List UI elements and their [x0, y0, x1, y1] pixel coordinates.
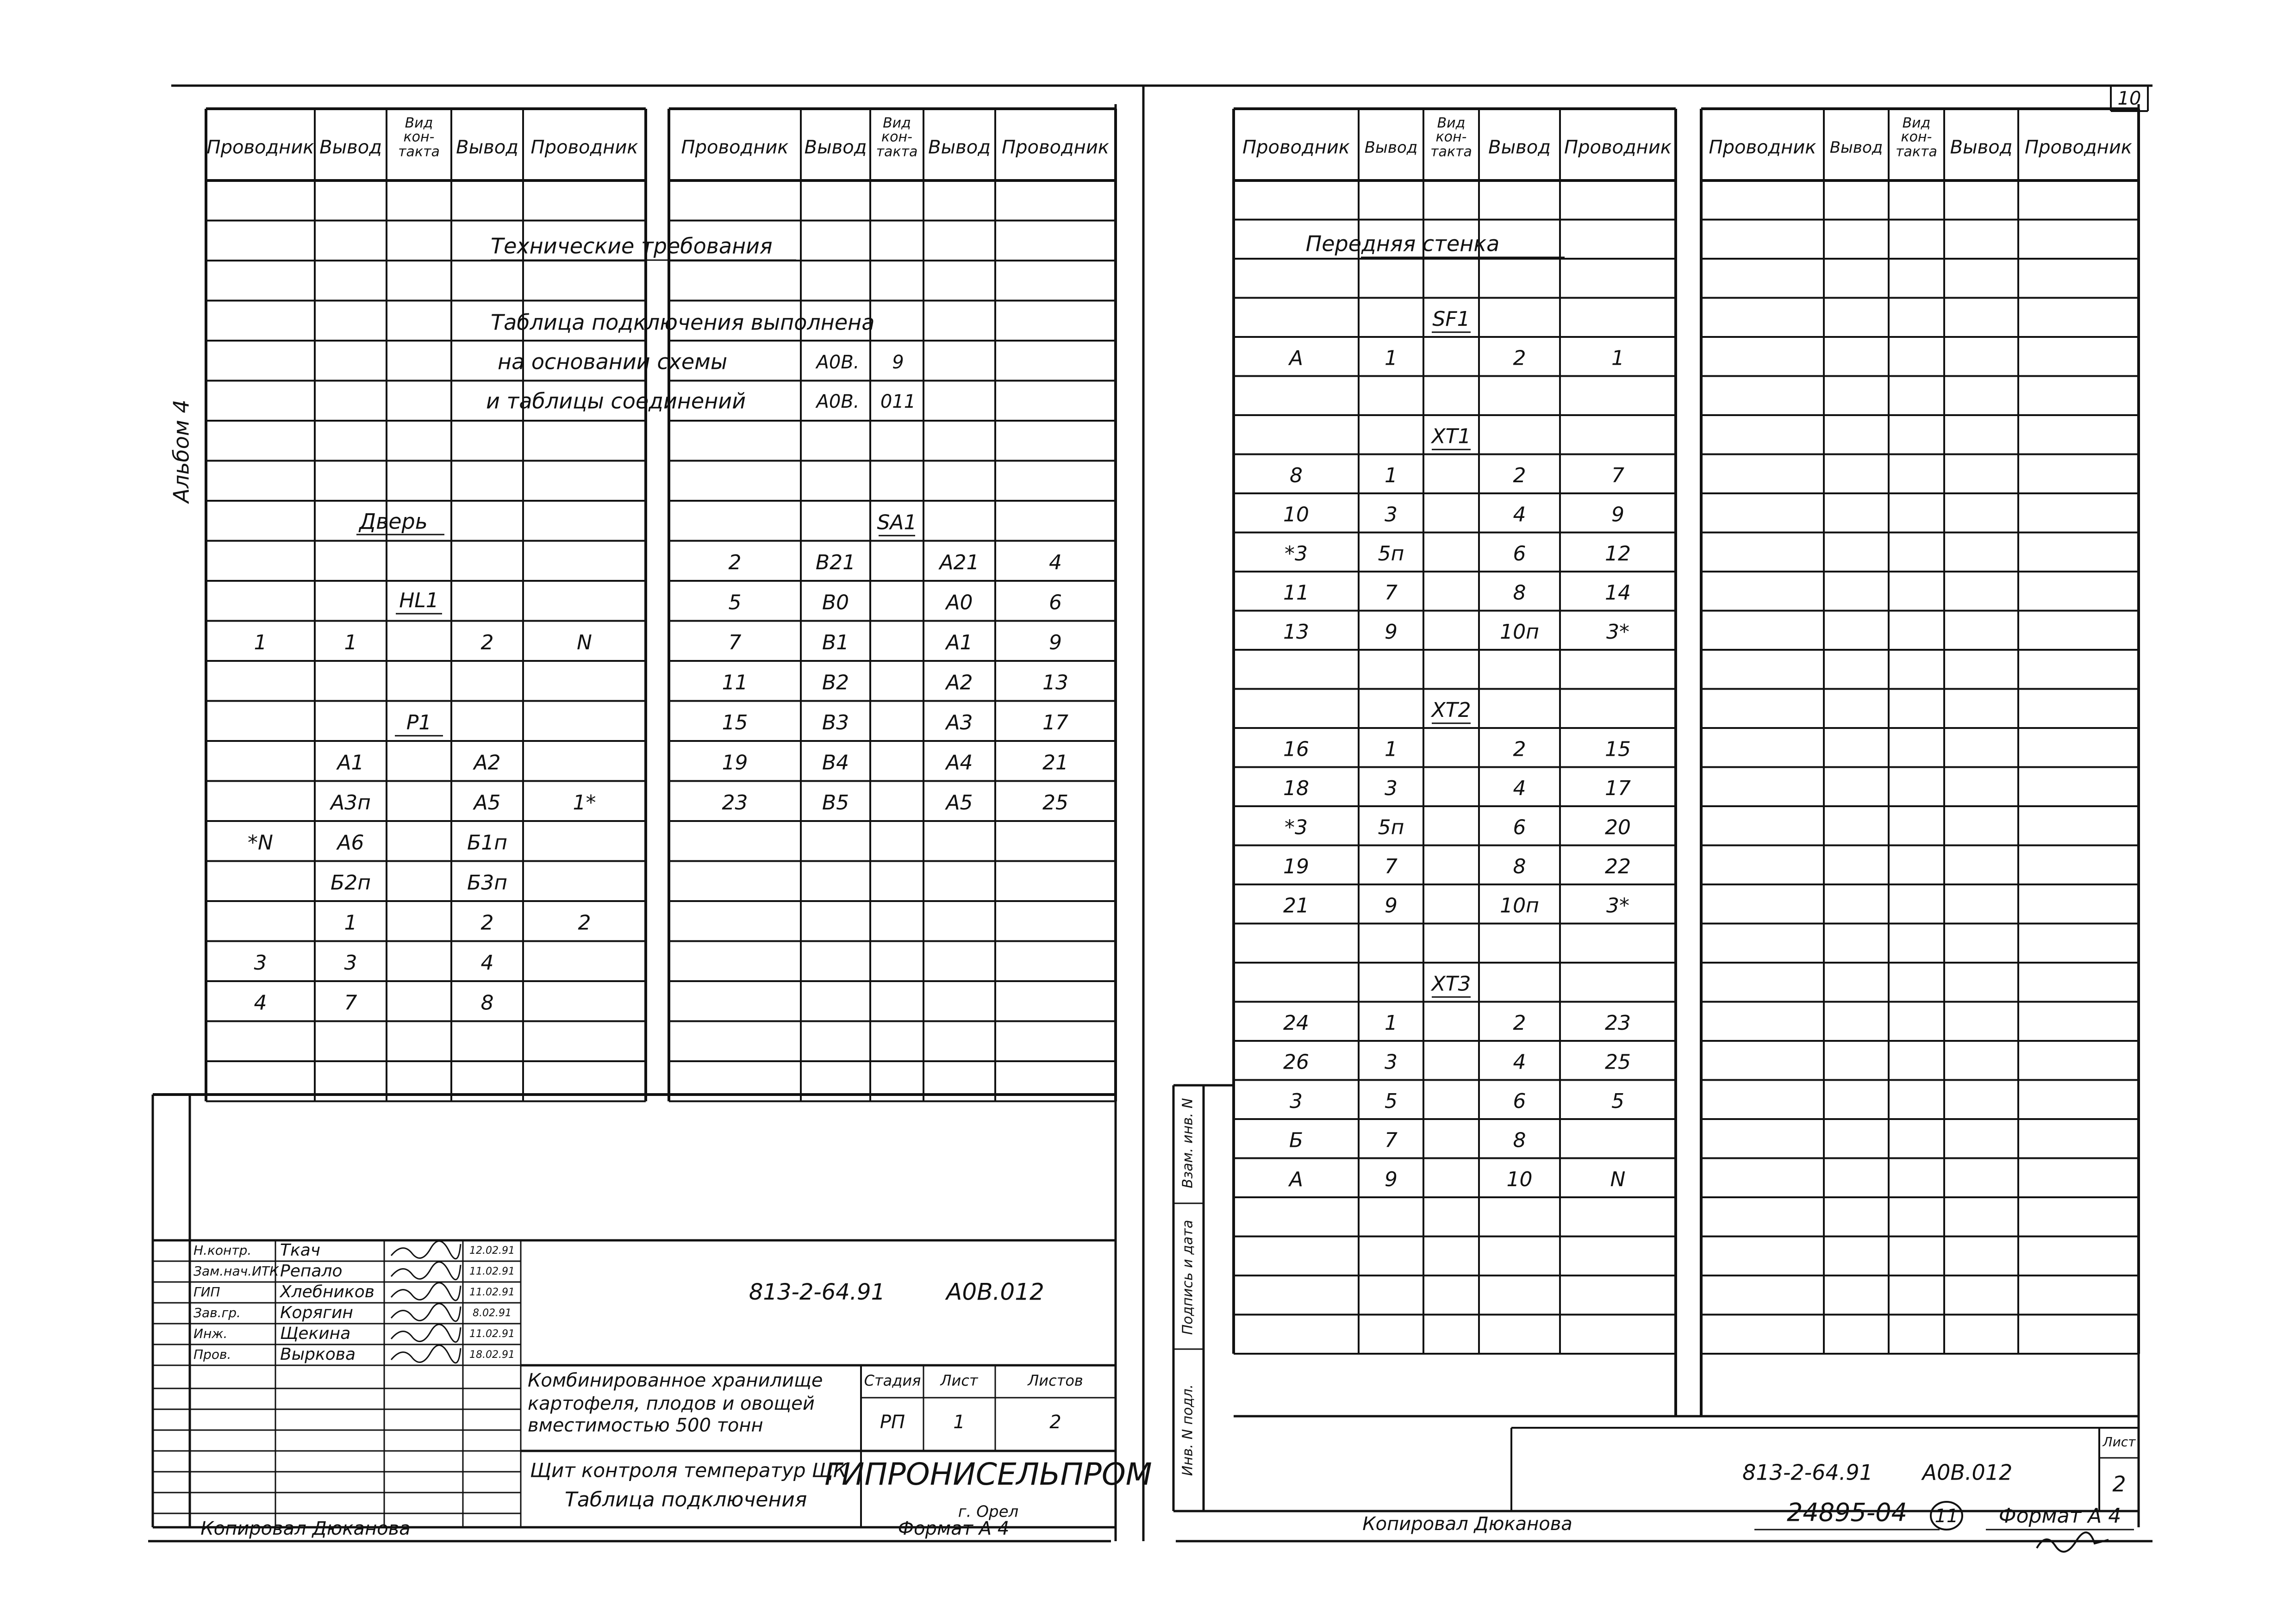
- table-cell: Б3п: [467, 871, 507, 895]
- sign-date: 12.02.91: [469, 1245, 515, 1257]
- table-cell: B2: [822, 671, 849, 695]
- header-label: Вывод: [319, 137, 382, 158]
- sheet-number: 10: [2117, 88, 2141, 109]
- table-cell: 10п: [1500, 894, 1539, 918]
- signature-mark: [391, 1262, 461, 1280]
- sheet-label: Лист: [2103, 1434, 2136, 1450]
- table-cell: N: [577, 630, 592, 654]
- table-cell: 2: [1513, 737, 1526, 761]
- table-cell: 17: [1605, 776, 1631, 800]
- project-line: вместимостью 500 тонн: [528, 1415, 763, 1436]
- table-cell: 2: [728, 550, 742, 574]
- table-cell: 25: [1605, 1050, 1631, 1074]
- header-contact-type: кон-: [403, 129, 435, 145]
- table-cell: 1: [344, 630, 357, 654]
- sheet-header: Лист: [940, 1372, 978, 1389]
- header-label: Вывод: [1364, 138, 1418, 157]
- table-cell: A1: [337, 751, 364, 775]
- table-cell: A4: [946, 751, 973, 775]
- subject-line: Щит контроля температур ЩК: [530, 1459, 847, 1482]
- device-label: SF1: [1432, 307, 1470, 331]
- sign-date: 11.02.91: [469, 1328, 515, 1340]
- header-contact-type: Вид: [405, 115, 433, 131]
- sheet-texts: [169, 88, 2141, 1539]
- table-cell: 20: [1605, 815, 1631, 840]
- table-cell: 7: [728, 630, 742, 654]
- header-label: Проводник: [1564, 137, 1672, 158]
- table-cell: 2: [1513, 346, 1526, 370]
- org-name: ГИПРОНИСЕЛЬПРОМ: [824, 1456, 1152, 1493]
- table-cell: 3: [1385, 776, 1398, 800]
- table-cell: 18: [1283, 776, 1309, 800]
- role-label: ГИП: [193, 1284, 220, 1300]
- table-cell: A3п: [331, 790, 371, 815]
- header-label: Вывод: [456, 137, 518, 158]
- header-label: Вывод: [928, 137, 991, 158]
- table-cell: 10п: [1500, 620, 1539, 644]
- header-label: Проводник: [1242, 137, 1350, 158]
- table-cell: 4: [1513, 503, 1526, 527]
- header-label: Проводник: [1709, 137, 1816, 158]
- doc-number: А0В.012: [1922, 1460, 2013, 1485]
- grid-lines: [148, 86, 2152, 1552]
- table-cell: 13: [1283, 620, 1309, 644]
- table-cell: 8: [1290, 463, 1303, 487]
- table-cell: 1: [1385, 1011, 1398, 1035]
- table-cell: *N: [248, 831, 273, 855]
- table-cell: 9: [1385, 1167, 1398, 1191]
- header-contact-type: Вид: [1902, 115, 1931, 131]
- table-cell: 2: [1513, 463, 1526, 487]
- table-cell: 9: [1611, 503, 1624, 527]
- table-cell: A5: [946, 790, 973, 815]
- table-cell: 6: [1513, 1089, 1526, 1113]
- table-cell: 6: [1513, 541, 1526, 566]
- table-cell: B3: [822, 710, 849, 734]
- table-cell: 1: [254, 630, 267, 654]
- table-cell: 7: [1385, 1128, 1398, 1152]
- table-cell: Б2п: [331, 871, 371, 895]
- table-cell: 21: [1283, 894, 1309, 918]
- role-label: Пров.: [193, 1347, 231, 1362]
- header-label: Проводник: [1002, 137, 1109, 158]
- table-cell: 1: [344, 911, 357, 935]
- header-label: Проводник: [681, 137, 789, 158]
- copied-by: Копировал Дюканова: [200, 1518, 411, 1539]
- org-city: г. Орел: [958, 1502, 1019, 1521]
- signature-mark: [391, 1345, 461, 1363]
- table-cell: A0: [946, 591, 973, 615]
- table-cell: 3: [344, 951, 357, 975]
- header-label: Вывод: [1829, 138, 1883, 157]
- stage-value: РП: [880, 1412, 905, 1433]
- table-cell: 9: [1049, 630, 1062, 654]
- table-cell: Б1п: [467, 831, 507, 855]
- person-name: Щекина: [280, 1324, 351, 1343]
- header-label: Проводник: [2025, 137, 2132, 158]
- table-cell: B5: [822, 790, 849, 815]
- table-cell: 24: [1283, 1011, 1309, 1035]
- table-cell: 8: [1513, 581, 1526, 605]
- header-contact-type: такта: [1896, 143, 1937, 160]
- side-label: Взам. инв. N: [1179, 1098, 1196, 1188]
- side-label: Подпись и дата: [1179, 1220, 1196, 1335]
- table-cell: 13: [1042, 671, 1068, 695]
- table-cell: 15: [1605, 737, 1631, 761]
- header-contact-type: Вид: [1437, 115, 1466, 131]
- table-cell: A2: [946, 671, 973, 695]
- device-label: SA1: [877, 510, 917, 535]
- table-cell: 1: [1611, 346, 1624, 370]
- role-label: Инж.: [193, 1326, 228, 1341]
- table-cell: 3: [1385, 503, 1398, 527]
- header-label: Проводник: [206, 137, 314, 158]
- table-cell: *3: [1285, 815, 1308, 840]
- table-cell: 9: [1385, 894, 1398, 918]
- section-title: Дверь: [359, 509, 428, 534]
- project-line: Комбинированное хранилище: [528, 1370, 823, 1391]
- tech-num: 011: [880, 391, 916, 412]
- table-cell: 4: [480, 951, 494, 975]
- device-label: P1: [406, 710, 432, 734]
- table-cell: 1: [1385, 463, 1398, 487]
- header-contact-type: кон-: [1435, 129, 1467, 145]
- table-cell: 10: [1283, 503, 1309, 527]
- person-name: Хлебников: [280, 1282, 374, 1301]
- table-cell: 2: [480, 630, 494, 654]
- table-cell: 1: [1385, 737, 1398, 761]
- tech-line: Таблица подключения выполнена: [491, 310, 875, 335]
- subject-line: Таблица подключения: [565, 1488, 807, 1512]
- table-cell: A5: [474, 790, 501, 815]
- table-cell: 2: [1513, 1011, 1526, 1035]
- role-label: Н.контр.: [193, 1243, 252, 1258]
- header-label: Вывод: [1488, 137, 1551, 158]
- tech-line: на основании схемы: [498, 349, 728, 374]
- table-cell: N: [1610, 1167, 1626, 1191]
- table-cell: 2: [578, 911, 591, 935]
- device-label: HL1: [399, 589, 439, 612]
- person-name: Выркова: [280, 1345, 356, 1364]
- header-label: Вывод: [1950, 137, 2013, 158]
- sign-date: 11.02.91: [469, 1287, 515, 1298]
- table-cell: 8: [1513, 1128, 1526, 1152]
- header-contact-type: Вид: [883, 115, 911, 131]
- table-cell: 7: [1385, 581, 1398, 605]
- table-cell: 3: [1385, 1050, 1398, 1074]
- table-cell: 5: [1385, 1089, 1398, 1113]
- table-cell: 12: [1605, 541, 1631, 566]
- table-cell: 7: [1611, 463, 1624, 487]
- table-cell: A1: [946, 630, 973, 654]
- format-label: Формат А 4: [1998, 1504, 2121, 1528]
- page-number: 11: [1934, 1506, 1959, 1527]
- doc-code: 813-2-64.91: [749, 1279, 886, 1305]
- table-cell: 4: [254, 991, 267, 1015]
- header-contact-type: кон-: [881, 129, 912, 145]
- sign-date: 18.02.91: [469, 1349, 515, 1361]
- doc-code: 813-2-64.91: [1742, 1460, 1873, 1485]
- table-cell: 11: [1283, 581, 1309, 605]
- header-contact-type: такта: [876, 143, 918, 160]
- table-cell: B21: [815, 550, 856, 574]
- table-cell: *3: [1285, 541, 1308, 566]
- format-label: Формат А 4: [898, 1518, 1010, 1539]
- person-name: Ткач: [280, 1241, 321, 1260]
- table-cell: 3: [1290, 1089, 1303, 1113]
- person-name: Корягин: [280, 1303, 353, 1322]
- tech-line: и таблицы соединений: [486, 388, 746, 414]
- header-contact-type: такта: [1430, 143, 1472, 160]
- table-cell: 4: [1049, 550, 1062, 574]
- signature-mark: [391, 1283, 461, 1300]
- table-cell: 7: [1385, 854, 1398, 878]
- section-title: Передняя стенка: [1305, 231, 1500, 256]
- header-label: Вывод: [804, 137, 867, 158]
- table-cell: 8: [1513, 854, 1526, 878]
- table-cell: 11: [722, 671, 748, 695]
- table-cell: 6: [1513, 815, 1526, 840]
- tech-code: А0В.: [816, 391, 860, 412]
- table-cell: A2: [474, 751, 501, 775]
- sign-date: 11.02.91: [469, 1266, 515, 1277]
- table-cell: 19: [1283, 854, 1309, 878]
- table-cell: 21: [1042, 751, 1068, 775]
- table-cell: B4: [822, 751, 849, 775]
- sheets-header: Листов: [1028, 1372, 1083, 1389]
- table-cell: 3*: [1606, 894, 1629, 918]
- table-cell: A3: [946, 710, 973, 734]
- table-cell: 4: [1513, 1050, 1526, 1074]
- table-cell: 4: [1513, 776, 1526, 800]
- table-cell: 15: [722, 710, 748, 734]
- person-name: Репало: [280, 1262, 343, 1281]
- table-cell: 26: [1283, 1050, 1309, 1074]
- table-cell: 10: [1506, 1167, 1533, 1191]
- role-label: Зам.нач.ИТК: [193, 1263, 279, 1279]
- header-label: Проводник: [530, 137, 638, 158]
- sign-date: 8.02.91: [473, 1307, 512, 1319]
- table-cell: 14: [1605, 581, 1631, 605]
- table-cell: A: [1289, 1167, 1304, 1191]
- device-label: XT1: [1431, 424, 1471, 448]
- table-cell: 3*: [1606, 620, 1629, 644]
- table-cell: 1*: [573, 790, 596, 815]
- stage-header: Стадия: [864, 1372, 921, 1389]
- album-label: Альбом 4: [168, 399, 194, 503]
- side-label: Инв. N подл.: [1179, 1384, 1196, 1476]
- sheet-value: 2: [2112, 1471, 2126, 1497]
- table-cell: A: [1289, 346, 1304, 370]
- copied-by: Копировал Дюканова: [1362, 1513, 1572, 1535]
- sheet-value: 1: [953, 1412, 965, 1433]
- table-cell: 19: [722, 751, 748, 775]
- table-cell: 5п: [1378, 541, 1404, 566]
- table-cell: 23: [722, 790, 748, 815]
- archive-number: 24895-04: [1787, 1498, 1907, 1527]
- header-contact-type: кон-: [1901, 129, 1932, 145]
- header-contact-type: такта: [398, 143, 440, 160]
- project-line: картофеля, плодов и овощей: [528, 1393, 815, 1414]
- table-cell: B1: [822, 630, 849, 654]
- table-cell: 25: [1042, 790, 1068, 815]
- table-cell: 2: [480, 911, 494, 935]
- table-cell: 5: [1611, 1089, 1624, 1113]
- table-cell: 3: [254, 951, 267, 975]
- device-label: XT3: [1431, 972, 1471, 996]
- table-cell: 1: [1385, 346, 1398, 370]
- table-cell: 16: [1283, 737, 1309, 761]
- table-cell: 6: [1049, 591, 1062, 615]
- sheets-value: 2: [1049, 1412, 1061, 1433]
- doc-number: А0В.012: [946, 1278, 1044, 1306]
- signature-mark: [391, 1241, 461, 1259]
- table-cell: 5: [728, 591, 742, 615]
- device-label: XT2: [1431, 698, 1471, 722]
- table-cell: A21: [939, 550, 980, 574]
- table-cell: 5п: [1378, 815, 1404, 840]
- signature-mark: [391, 1304, 461, 1321]
- table-cell: 22: [1605, 854, 1631, 878]
- tech-title: Технические требования: [491, 233, 773, 259]
- table-cell: Б: [1289, 1128, 1304, 1152]
- table-cell: 7: [344, 991, 357, 1015]
- table-cell: 8: [480, 991, 494, 1015]
- tech-num: 9: [892, 352, 904, 373]
- table-cell: 17: [1042, 710, 1068, 734]
- tech-code: А0В.: [816, 352, 860, 373]
- table-cell: A6: [337, 831, 364, 855]
- table-cell: 23: [1605, 1011, 1631, 1035]
- table-cell: B0: [822, 591, 849, 615]
- signature-mark: [391, 1325, 461, 1342]
- role-label: Зав.гр.: [193, 1305, 241, 1320]
- table-cell: 9: [1385, 620, 1398, 644]
